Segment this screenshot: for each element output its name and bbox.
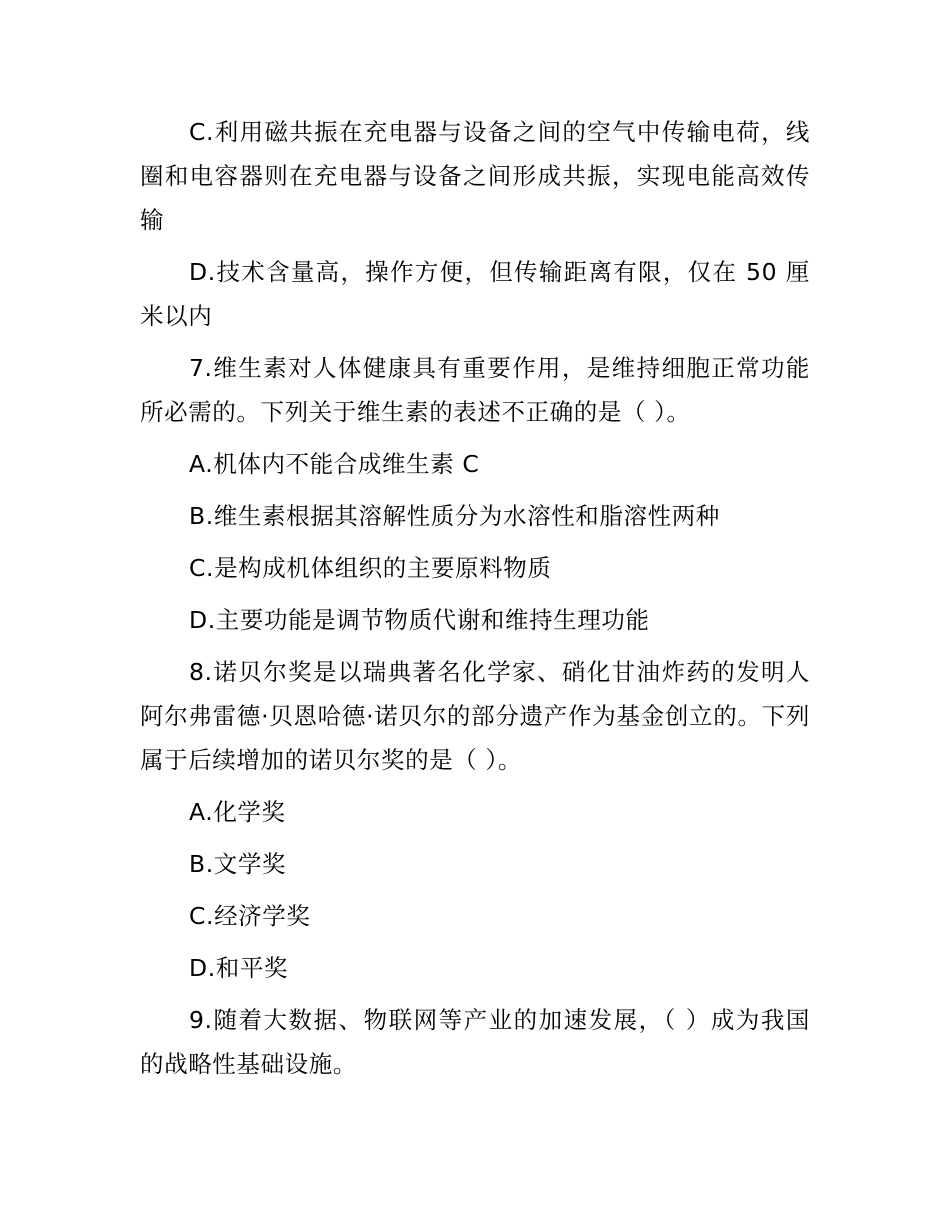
question-7: 7.维生素对人体健康具有重要作用，是维持细胞正常功能所必需的。下列关于维生素的表述不正确的是（ ）。 bbox=[140, 354, 810, 426]
question-8: 8.诺贝尔奖是以瑞典著名化学家、硝化甘油炸药的发明人阿尔弗雷德·贝恩哈德·诺贝尔的部分遗产作为基金创立的。下列属于后续增加的诺贝尔奖的是（ ）。 bbox=[140, 658, 810, 774]
question-7-option-c: C.是构成机体组织的主要原料物质 bbox=[189, 554, 552, 582]
question-7-option-a: A.机体内不能合成维生素 C bbox=[189, 450, 480, 478]
question-8-option-a: A.化学奖 bbox=[189, 798, 286, 826]
question-9: 9.随着大数据、物联网等产业的加速发展，（ ）成为我国的战略性基础设施。 bbox=[140, 1006, 810, 1078]
option-d-wireless-charging: D.技术含量高，操作方便，但传输距离有限，仅在 50 厘米以内 bbox=[140, 258, 810, 330]
question-7-option-d: D.主要功能是调节物质代谢和维持生理功能 bbox=[189, 606, 650, 634]
question-7-option-b: B.维生素根据其溶解性质分为水溶性和脂溶性两种 bbox=[189, 502, 720, 530]
question-8-option-c: C.经济学奖 bbox=[189, 902, 311, 930]
question-8-option-d: D.和平奖 bbox=[189, 954, 289, 982]
option-c-wireless-charging: C.利用磁共振在充电器与设备之间的空气中传输电荷，线圈和电容器则在充电器与设备之间形成共振，实现电能高效传输 bbox=[140, 118, 810, 234]
question-8-option-b: B.文学奖 bbox=[189, 850, 287, 878]
document-page bbox=[140, 110, 810, 1094]
